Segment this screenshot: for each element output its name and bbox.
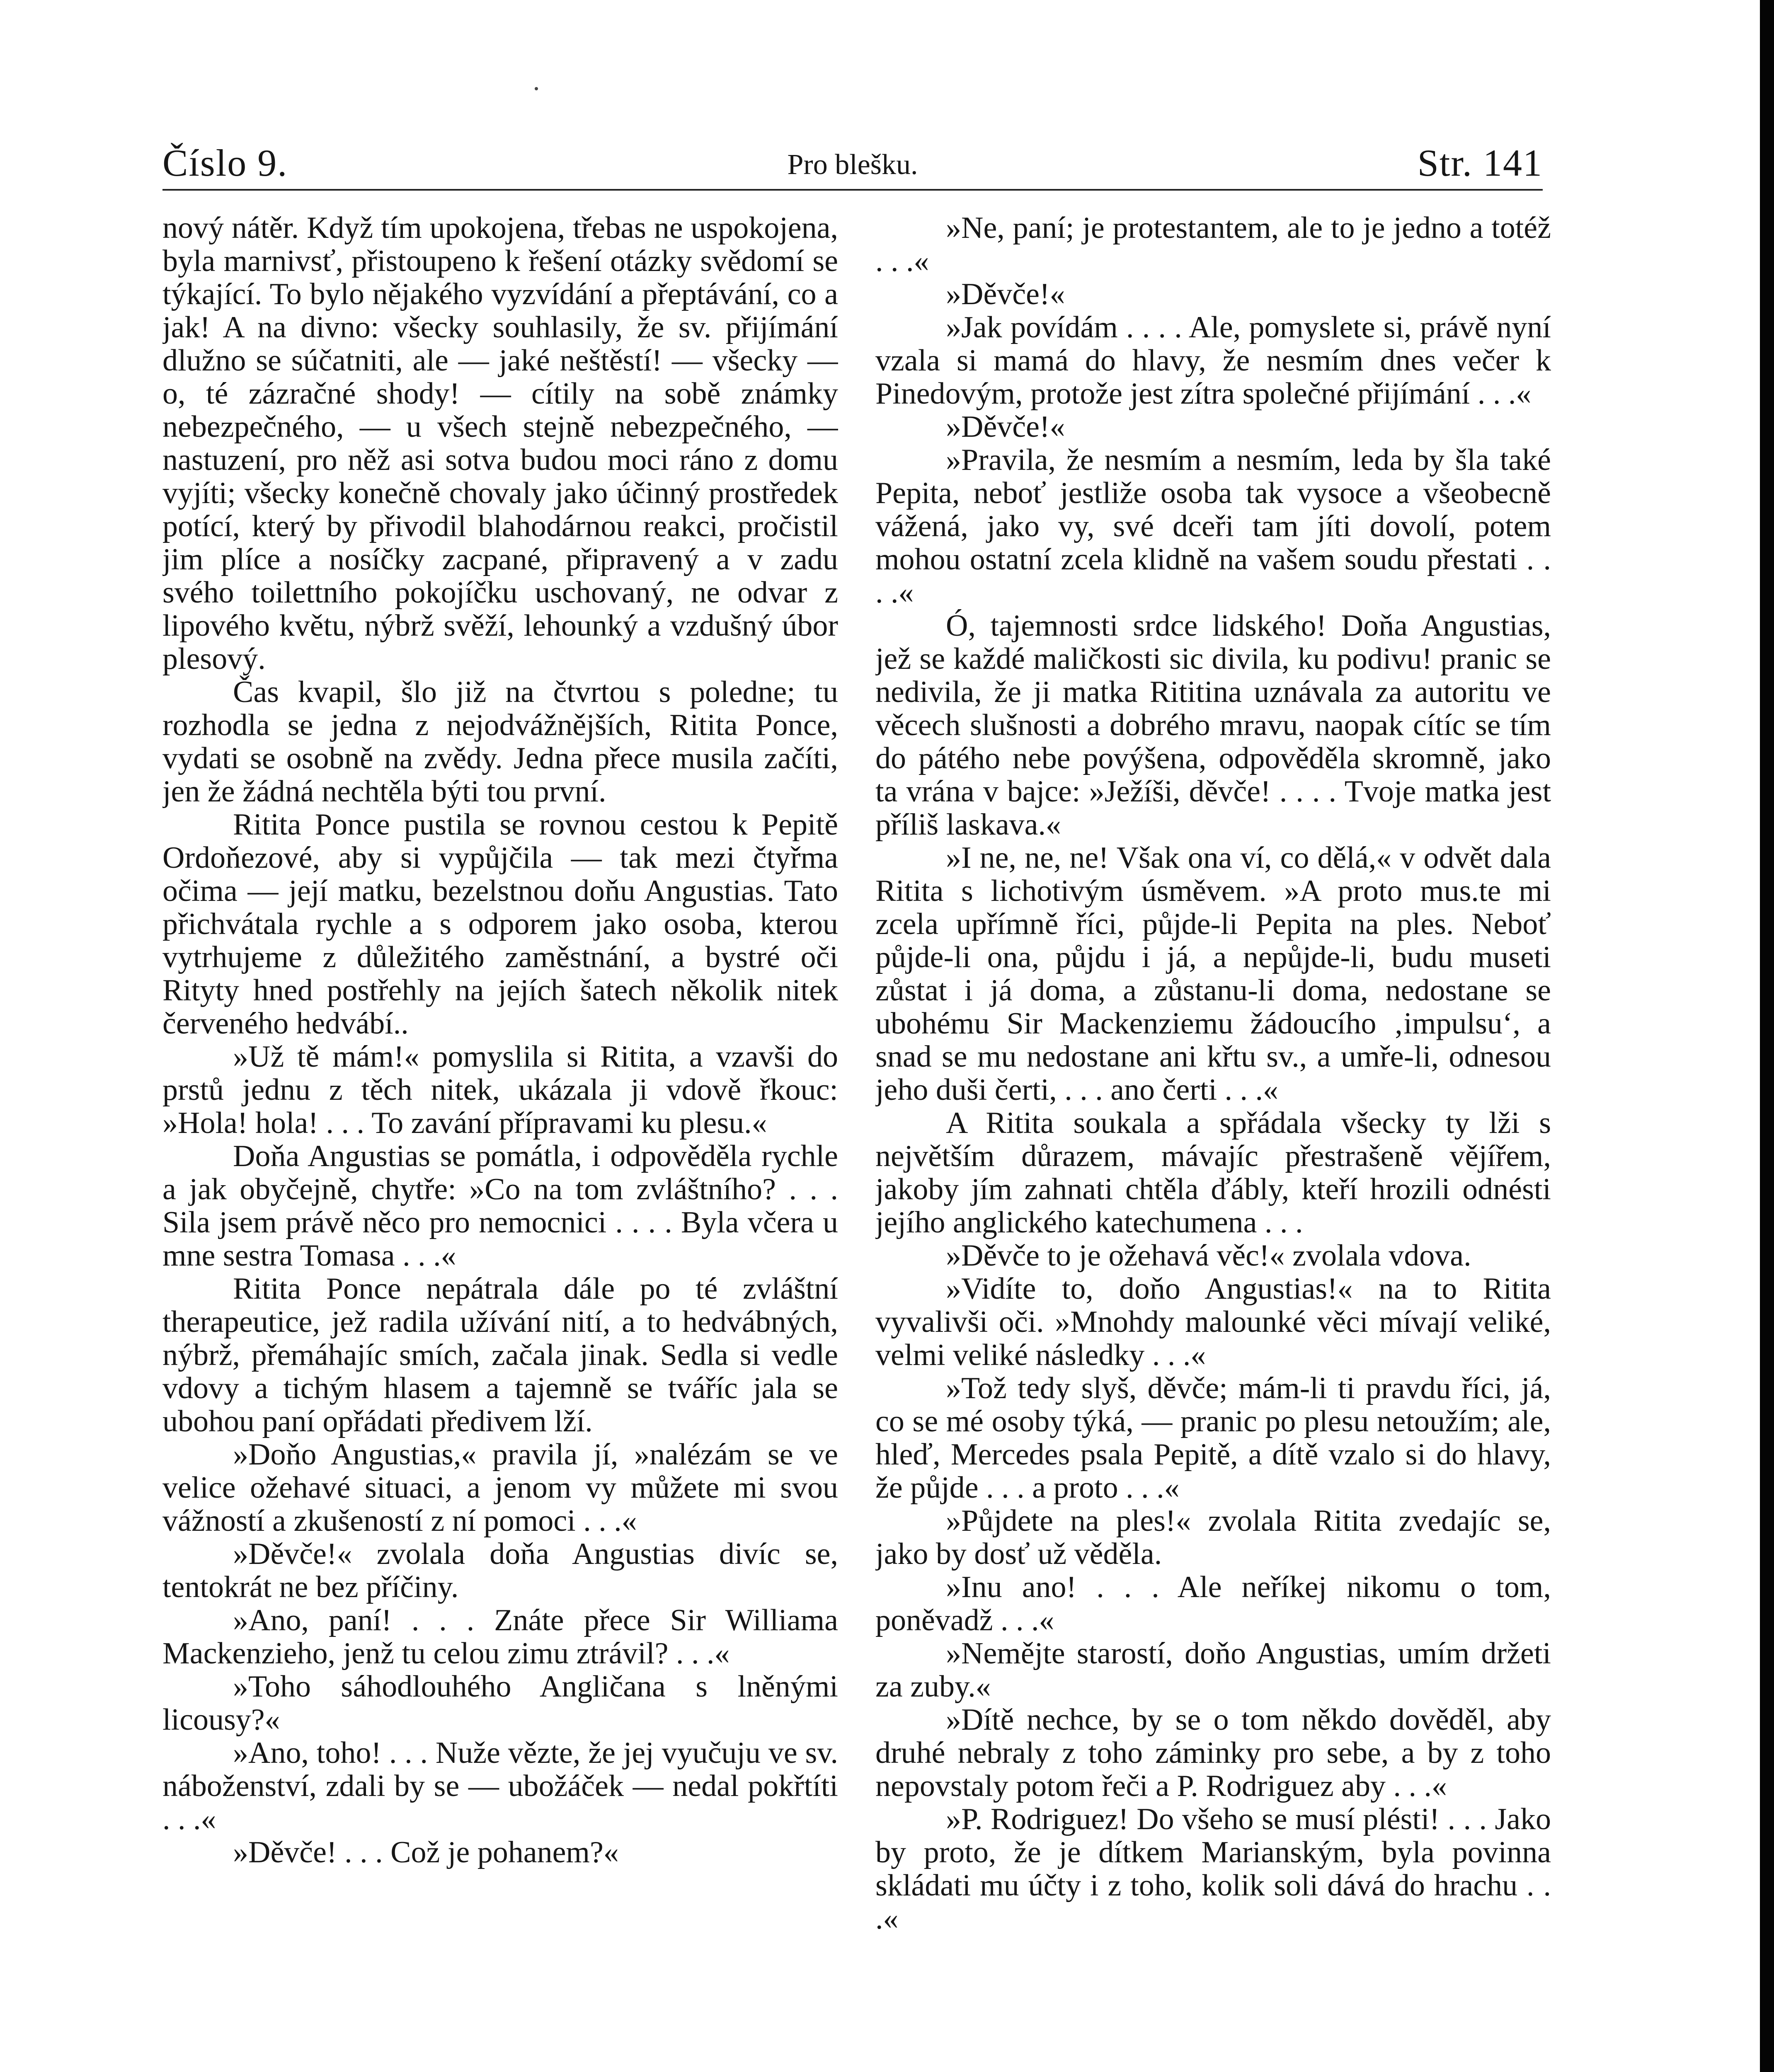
paragraph: »Doňo Angustias,« pravila jí, »nalézám se ve velice ožehavé situaci, a jenom vy můžete mi svou vážností a zkušeností z ní pomoci . . .« [162,1438,838,1538]
paragraph: Doňa Angustias se pomátla, i odpověděla rychle a jak obyčejně, chytře: »Co na tom zvláštního? . . . Sila jsem právě něco pro nemocnici . . . . Byla včera u mne sestra Tomasa . . .« [162,1139,838,1273]
running-title: Pro blešku. [787,149,918,181]
paragraph: »Pravila, že nesmím a nesmím, leda by šla také Pepita, neboť jestliže osoba tak vysoce a všeobecně vážená, jako vy, své dceři tam jíti dovolí, potem mohou ostatní zcela klidně na vašem soudu přestati . . . .« [875,443,1551,610]
paragraph: »Děvče!« zvolala doňa Angustias divíc se, tentokrát ne bez příčiny. [162,1537,838,1604]
paragraph: »Děvče!« [946,410,1065,444]
paragraph: »Děvče!« [946,277,1065,311]
paragraph: »Dítě nechce, by se o tom někdo dověděl, aby druhé nebraly z toho záminky pro sebe, a by z toho nepovstaly potom řeči a P. Rodriguez aby . . .« [875,1703,1551,1803]
right-column [875,211,1551,2072]
paragraph: »Už tě mám!« pomyslila si Ritita, a vzavši do prstů jednu z těch nitek, ukázala ji vdově řkouc: »Hola! hola! . . . To zavání přípravami ku plesu.« [162,1040,838,1140]
paragraph: »P. Rodriguez! Do všeho se musí plésti! . . . Jako by proto, že je dítkem Marianským, byla povinna skládati mu účty i z toho, kolik soli dává do hrachu . . .« [875,1802,1551,1936]
paragraph: »Půjdete na ples!« zvolala Ritita zvedajíc se, jako by dosť už věděla. [875,1504,1551,1571]
paragraph: A Ritita soukala a spřádala všecky ty lži s největším důrazem, mávajíc přestrašeně vějířem, jakoby jím zahnati chtěla ďábly, kteří hrozili odnésti jejího anglického katechumena . . . [875,1106,1551,1239]
left-column [162,211,838,2072]
paragraph: nový nátěr. Když tím upokojena, třebas ne uspokojena, byla marnivsť, přistoupeno k řešení otázky svědomí se týkající. To bylo nějakého vyzvídání a přeptávání, co a jak! A na divno: všecky souhlasily, že sv. přijímání dlužno se súčatniti, ale — jaké neštěstí! — všecky — o, té zázračné shody! — cítily na sobě známky nebezpečného, — u všech stejně nebezpečného, — nastuzení, pro něž asi sotva budou moci ráno z domu vyjíti; všecky konečně chovaly jako účinný prostředek potící, který by přivodil blahodárnou reakci, pročistil jim plíce a nosíčky zacpané, připravený a v zadu svého toilettního pokojíčku uschovaný, ne odvar z lipového květu, nýbrž svěží, lehounký a vzdušný úbor plesový. [162,211,838,676]
paragraph: »Ne, paní; je protestantem, ale to je jedno a totéž . . .« [875,211,1551,278]
paragraph: Ó, tajemnosti srdce lidského! Doňa Angustias, jež se každé maličkosti sic divila, ku podivu! pranic se nedivila, že ji matka Rititina uznávala za autoritu ve věcech slušnosti a dobrého mravu, naopak cítíc se tím do pátého nebe povýšena, odpověděla skromně, jako ta vrána v bajce: »Ježíši, děvče! . . . . Tvoje matka jest příliš laskava.« [875,609,1551,842]
paragraph: »Inu ano! . . . Ale neříkej nikomu o tom, poněvadž . . .« [875,1570,1551,1637]
issue-number: Číslo 9. [162,142,288,184]
paragraph: »Vidíte to, doňo Angustias!« na to Ritita vyvalivši oči. »Mnohdy malounké věci mívají veliké, velmi veliké následky . . .« [875,1272,1551,1372]
paragraph: Ritita Ponce nepátrala dále po té zvláštní therapeutice, jež radila užívání nití, a to hedvábných, nýbrž, přemáhajíc smích, začala jinak. Sedla si vedle vdovy a tichým hlasem a tajemně se tváříc jala se ubohou paní opřádati předivem lží. [162,1272,838,1438]
paragraph: Čas kvapil, šlo již na čtvrtou s poledne; tu rozhodla se jedna z nejodvážnějších, Ritita Ponce, vydati se osobně na zvědy. Jedna přece musila začíti, jen že žádná nechtěla býti tou první. [162,675,838,808]
paragraph: »I ne, ne, ne! Však ona ví, co dělá,« v odvět dala Ritita s lichotivým úsměvem. »A proto mus.te mi zcela upřímně říci, půjde-li Pepita na ples. Neboť půjde-li ona, půjdu i já, a nepůjde-li, budu museti zůstat i já doma, a zůstanu-li doma, nedostane se ubohému Sir Mackenziemu žádoucího ‚impulsu‘, a snad se mu nedostane ani křtu sv., a umře-li, odnesou jeho duši čerti, . . . ano čerti . . .« [875,841,1551,1107]
header-rule [162,189,1543,191]
paragraph: »Tož tedy slyš, děvče; mám-li ti pravdu říci, já, co se mé osoby týká, — pranic po plesu netoužím; ale, hleď, Mercedes psala Pepitě, a dítě vzalo si do hlavy, že půjde . . . a proto . . .« [875,1371,1551,1505]
paragraph: »Jak povídám . . . . Ale, pomyslete si, právě nyní vzala si mamá do hlavy, že nesmím dnes večer k Pinedovým, protože jest zítra společné přijímání . . .« [875,310,1551,411]
paragraph: »Ano, paní! . . . Znáte přece Sir Williama Mackenzieho, jenž tu celou zimu ztrávil? . . .« [162,1603,838,1670]
paragraph: »Děvče! . . . Což je pohanem?« [233,1835,619,1869]
paragraph: »Ano, toho! . . . Nuže vězte, že jej vyučuju ve sv. náboženství, zdali by se — ubožáček — nedal pokřtíti . . .« [162,1736,838,1836]
paragraph: »Nemějte starostí, doňo Angustias, umím držeti za zuby.« [875,1636,1551,1704]
page-header [162,133,1543,186]
paragraph: »Děvče to je ožehavá věc!« zvolala vdova. [946,1239,1471,1273]
page-number: Str. 141 [1417,142,1543,184]
scan-edge-border [1760,0,1774,2072]
paragraph: Ritita Ponce pustila se rovnou cestou k Pepitě Ordoňezové, aby si vypůjčila — tak mezi čtyřma očima — její matku, bezelstnou doňu Angustias. Tato přichvátala rychle a s odporem jako osoba, kterou vytrhujeme z důležitého zaměstnání, a bystré oči Rityty hned postřehly na jejích šatech několik nitek červeného hedvábí.. [162,808,838,1041]
paragraph: »Toho sáhodlouhého Angličana s lněnými licousy?« [162,1670,838,1737]
ink-speck [535,87,538,90]
